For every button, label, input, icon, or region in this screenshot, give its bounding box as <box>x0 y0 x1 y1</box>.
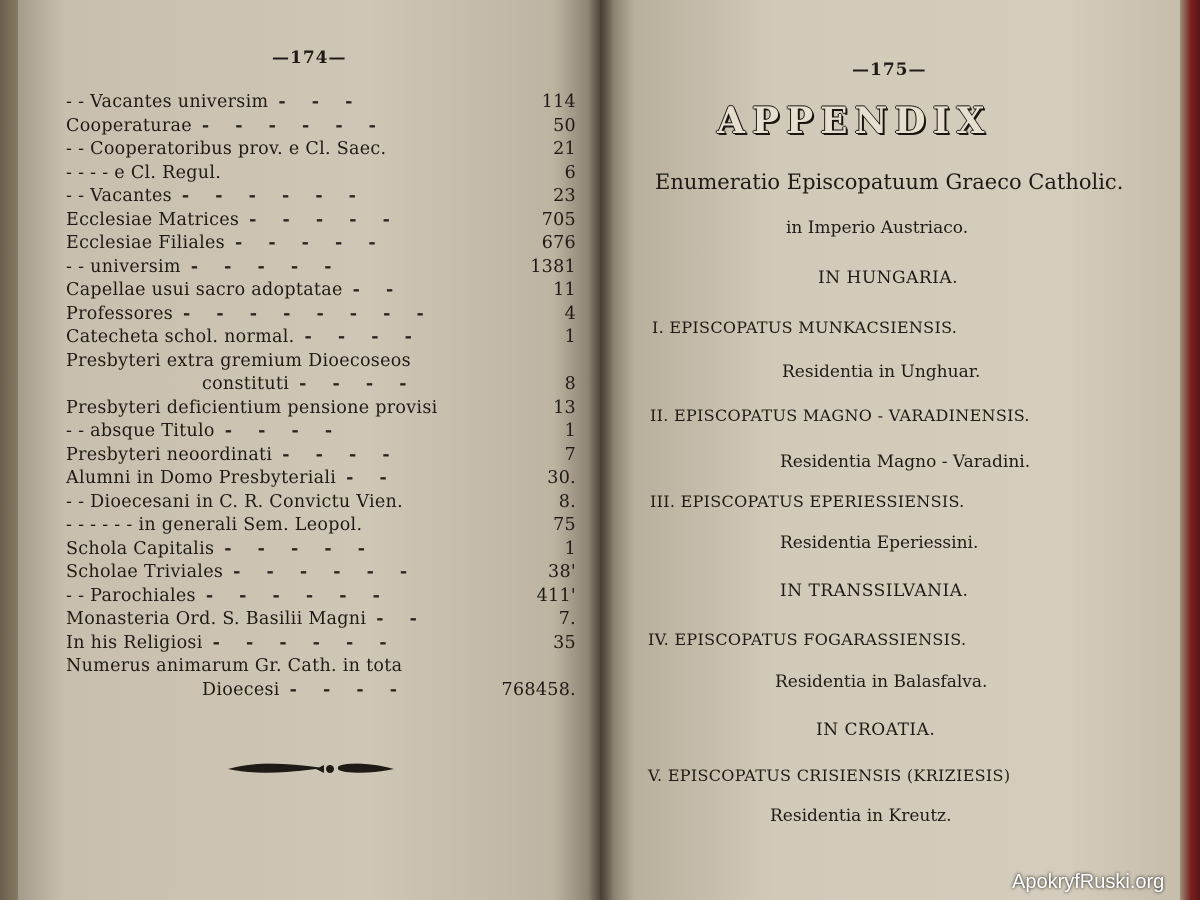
list-item-value: 768458. <box>501 679 576 700</box>
list-item-label: constituti <box>202 374 290 394</box>
list-item-leader: - - - - - - <box>212 632 397 653</box>
list-item-leader: - - - - - - <box>201 115 386 136</box>
list-item <box>66 163 576 187</box>
list-item <box>66 468 576 492</box>
residentia-4: Residentia in Balasfalva. <box>775 672 988 692</box>
list-item-leader: - - - - - - - - <box>183 303 434 324</box>
list-item <box>66 186 576 210</box>
episcopatus-5: V. EPISCOPATUS CRISIENSIS (KRIZIESIS) <box>648 766 1011 785</box>
list-item-leader: - - <box>352 280 404 300</box>
list-item-value: 1 <box>564 327 576 347</box>
list-item <box>66 280 576 304</box>
region-hungaria: IN HUNGARIA. <box>818 268 959 288</box>
list-item-value: 75 <box>553 515 576 535</box>
episcopatus-3: III. EPISCOPATUS EPERIESSIENSIS. <box>650 492 965 511</box>
residentia-1: Residentia in Unghuar. <box>782 362 981 382</box>
list-item-label: - - Vacantes universim <box>66 92 269 112</box>
list-item-value: 676 <box>541 233 576 253</box>
list-item <box>66 539 576 563</box>
list-item <box>66 374 576 398</box>
list-item-leader: - - - - - <box>224 538 375 559</box>
list-item-label: Numerus animarum Gr. Cath. in tota <box>66 656 403 676</box>
residentia-5: Residentia in Kreutz. <box>770 806 952 826</box>
episcopatus-2: II. EPISCOPATUS MAGNO - VARADINENSIS. <box>650 406 1030 425</box>
list-item-label: Monasteria Ord. S. Basilii Magni <box>66 609 367 629</box>
list-item-label: Catecheta schol. normal. <box>66 327 295 347</box>
book-edge-right <box>1180 0 1200 900</box>
list-item <box>66 445 576 469</box>
watermark: ApokryfRuski.org <box>1012 871 1165 893</box>
statistics-list <box>66 92 576 703</box>
list-item <box>66 586 576 610</box>
list-item-leader: - - - - - - <box>205 585 390 606</box>
list-item-label: Dioecesi <box>202 679 280 700</box>
list-item-value: 1 <box>564 538 576 559</box>
list-item-label: - - Dioecesani in C. R. Convictu Vien. <box>66 491 403 512</box>
list-item-label: - - - - - - in generali Sem. Leopol. <box>66 515 363 535</box>
list-item-label: Alumni in Domo Presbyteriali <box>66 468 337 488</box>
list-item <box>66 633 576 657</box>
list-item-label: - - Vacantes <box>66 186 172 206</box>
list-item <box>66 351 576 375</box>
list-item-leader: - - - - <box>304 327 422 347</box>
list-item-leader: - - <box>346 468 397 488</box>
list-item <box>66 257 576 281</box>
list-item <box>66 656 576 680</box>
list-item-leader: - - - - <box>282 444 400 465</box>
list-item-value: 21 <box>553 139 576 159</box>
residentia-2: Residentia Magno - Varadini. <box>780 452 1031 472</box>
list-item <box>66 327 576 351</box>
list-item <box>66 304 576 328</box>
list-item-label: Presbyteri neoordinati <box>66 444 273 465</box>
list-item-leader: - - - - <box>289 679 407 700</box>
list-item <box>66 116 576 140</box>
list-item-label: - - absque Titulo <box>66 421 215 441</box>
list-item-label: Scholae Triviales <box>66 562 224 582</box>
list-item <box>66 562 576 586</box>
list-item-leader: - - - - <box>299 374 417 394</box>
list-item-label: - - Cooperatoribus prov. e Cl. Saec. <box>66 139 387 159</box>
episcopatus-1: I. EPISCOPATUS MUNKACSIENSIS. <box>652 318 958 337</box>
list-item-label: Cooperaturae <box>66 115 192 136</box>
imperio-subtitle: in Imperio Austriaco. <box>786 218 969 238</box>
region-croatia: IN CROATIA. <box>816 720 936 740</box>
list-item <box>66 398 576 422</box>
list-item-leader: - - - - - <box>249 209 400 230</box>
episcopatus-4: IV. EPISCOPATUS FOGARASSIENSIS. <box>648 630 967 649</box>
list-item-value: 23 <box>553 186 576 206</box>
list-item-value: 411' <box>536 585 576 606</box>
list-item-label: - - - - e Cl. Regul. <box>66 162 222 183</box>
list-item-value: 705 <box>541 209 576 230</box>
list-item <box>66 680 576 704</box>
list-item-label: Presbyteri deficientium pensione provisi <box>66 397 438 418</box>
list-item-label: Ecclesiae Filiales <box>66 233 225 253</box>
list-item-value: 50 <box>553 115 576 136</box>
list-item <box>66 515 576 539</box>
list-item-value: 1381 <box>530 256 576 277</box>
ornament-divider <box>226 757 396 781</box>
list-item-leader: - - - - - <box>190 256 342 277</box>
list-item-value: 11 <box>553 280 576 300</box>
list-item <box>66 233 576 257</box>
page-number-left: —174— <box>272 48 347 68</box>
list-item-value: 13 <box>553 397 576 418</box>
list-item-leader: - - - - - - <box>181 186 366 206</box>
list-item-label: Presbyteri extra gremium Dioecoseos <box>66 350 411 371</box>
list-item-label: - - Parochiales <box>66 585 196 606</box>
list-item-label: Capellae usui sacro adoptatae <box>66 280 343 300</box>
list-item-value: 8. <box>558 491 576 512</box>
region-transsilvania: IN TRANSSILVANIA. <box>780 581 969 601</box>
enumeratio-subtitle: Enumeratio Episcopatuum Graeco Catholic. <box>655 170 1124 194</box>
list-item-leader: - - - - <box>224 421 343 441</box>
list-item-value: 7 <box>564 444 576 465</box>
list-item-label: Schola Capitalis <box>66 538 215 559</box>
list-item-leader: - - - - - - <box>233 562 418 582</box>
list-item <box>66 492 576 516</box>
list-item-value: 1 <box>564 421 576 441</box>
list-item-leader: - - - <box>278 92 363 112</box>
list-item-value: 6 <box>564 162 576 183</box>
list-item-value: 30. <box>547 468 576 488</box>
list-item-leader: - - <box>376 609 427 629</box>
list-item-value: 4 <box>564 303 576 324</box>
list-item <box>66 210 576 234</box>
list-item <box>66 92 576 116</box>
list-item-value: 38' <box>548 562 576 582</box>
list-item-label: Ecclesiae Matrices <box>66 209 240 230</box>
list-item-value: 8 <box>564 374 576 394</box>
list-item-leader: - - - - - <box>234 233 386 253</box>
appendix-heading: APPENDIX <box>717 100 992 142</box>
list-item-value: 7. <box>558 609 576 629</box>
residentia-3: Residentia Eperiessini. <box>780 533 979 553</box>
list-item-value: 114 <box>541 92 576 112</box>
list-item-value: 35 <box>553 632 576 653</box>
list-item-label: - - universim <box>66 256 181 277</box>
list-item-label: Professores <box>66 303 174 324</box>
page-number-right: —175— <box>852 60 927 80</box>
list-item <box>66 139 576 163</box>
list-item <box>66 609 576 633</box>
list-item <box>66 421 576 445</box>
book-gutter <box>588 0 614 900</box>
list-item-label: In his Religiosi <box>66 632 203 653</box>
